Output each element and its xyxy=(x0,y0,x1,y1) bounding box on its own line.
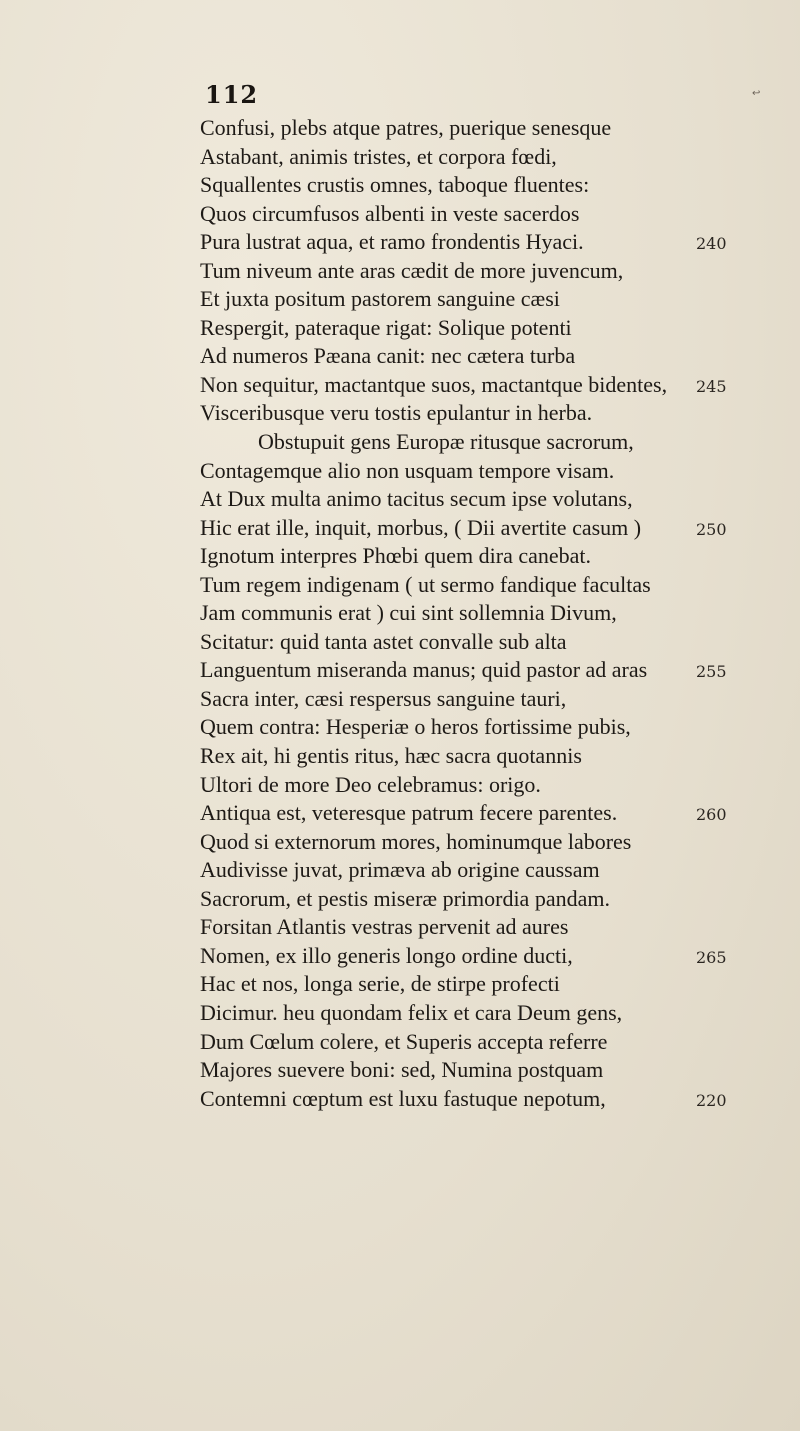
line-number: 250 xyxy=(696,519,727,539)
verse-line: Antiqua est, veteresque patrum fecere parentes. xyxy=(200,800,618,826)
verse-line: Pura lustrat aqua, et ramo frondentis Hyaci. xyxy=(200,229,584,255)
verse-line: Non sequitur, mactantque suos, mactantque bidentes, xyxy=(200,371,668,397)
verse-line: Rex ait, hi gentis ritus, hæc sacra quotannis xyxy=(200,743,582,769)
verse-line: Sacra inter, cæsi respersus sanguine tauri, xyxy=(200,685,567,711)
verse-line: Hac et nos, longa serie, de stirpe profecti xyxy=(200,971,560,997)
verse-line: Hic erat ille, inquit, morbus, ( Dii avertite casum ) xyxy=(200,514,642,540)
verse-line: Dum Cœlum colere, et Superis accepta referre xyxy=(200,1028,608,1054)
verse-line: Contagemque alio non usquam tempore visam. xyxy=(200,457,615,483)
verse-line: Scitatur: quid tanta astet convalle sub alta xyxy=(200,628,567,654)
verse-line: At Dux multa animo tacitus secum ipse volutans, xyxy=(200,486,633,512)
line-number: 265 xyxy=(696,947,727,967)
verse-line: Confusi, plebs atque patres, puerique senesque xyxy=(200,115,612,140)
verse-line: Ad numeros Pæana canit: nec cætera turba xyxy=(200,343,576,369)
verse-line: Audivisse juvat, primæva ab origine caussam xyxy=(200,857,600,883)
line-number: 260 xyxy=(696,805,727,825)
line-number: 255 xyxy=(696,662,727,682)
verse-line: Contemni cœptum est luxu fastuque nepotum, xyxy=(200,1085,606,1111)
verse-line: Jam communis erat ) cui sint sollemnia Divum, xyxy=(200,600,617,626)
verse-line: Visceribusque veru tostis epulantur in herba. xyxy=(200,400,593,426)
verse-line: Tum niveum ante aras cædit de more juvencum, xyxy=(200,257,624,283)
verse-line: Nomen, ex illo generis longo ordine ducti, xyxy=(200,942,573,968)
verse-line: Quem contra: Hesperiæ o heros fortissime pubis, xyxy=(200,714,631,740)
line-number: 220 xyxy=(696,1090,727,1110)
verse-line: Sacrorum, et pestis miseræ primordia pandam. xyxy=(200,885,610,911)
verse-line: Quod si externorum mores, hominumque labores xyxy=(200,828,632,854)
line-number: 240 xyxy=(696,234,727,254)
page-number: 112 xyxy=(205,80,259,109)
line-number: 245 xyxy=(696,376,727,396)
verse-line: Respergit, pateraque rigat: Solique potenti xyxy=(200,314,572,340)
verse-line: Et juxta positum pastorem sanguine cæsi xyxy=(200,286,560,312)
verse-line: Forsitan Atlantis vestras pervenit ad aures xyxy=(200,914,569,940)
verse-line: Dicimur. heu quondam felix et cara Deum gens, xyxy=(200,999,623,1025)
verse-line: Majores suevere boni: sed, Numina postquam xyxy=(200,1057,604,1083)
corner-mark: ↩ xyxy=(752,88,761,99)
verse-line: Tum regem indigenam ( ut sermo fandique facultas xyxy=(200,571,651,597)
verse-line: Quos circumfusos albenti in veste sacerdos xyxy=(200,200,580,226)
verse-line: Ultori de more Deo celebramus: origo. xyxy=(200,771,541,797)
verse-line: Squallentes crustis omnes, taboque fluentes: xyxy=(200,172,590,198)
verse-line: Languentum miseranda manus; quid pastor ad aras xyxy=(200,657,648,683)
verse-line: Obstupuit gens Europæ ritusque sacrorum, xyxy=(258,429,634,455)
verse-line: Astabant, animis tristes, et corpora fœdi, xyxy=(200,143,557,169)
verse-line: Ignotum interpres Phœbi quem dira canebat. xyxy=(200,543,592,569)
poem-verses xyxy=(200,114,740,1113)
